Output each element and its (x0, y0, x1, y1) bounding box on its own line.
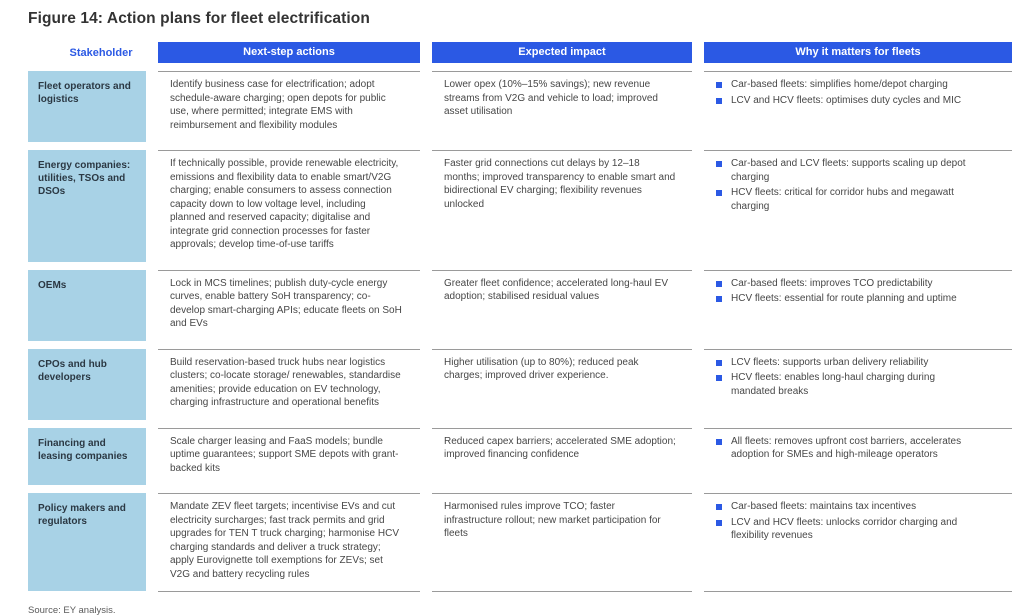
why-it-matters-cell (704, 71, 1012, 142)
why-bullet-text: HCV fleets: essential for route planning and uptime (731, 293, 957, 304)
stakeholder-cell (28, 349, 146, 420)
impact-text: Reduced capex barriers; accelerated SME adoption; improved financing confidence (444, 435, 676, 460)
next-step-actions-cell (158, 71, 420, 142)
table-row (28, 493, 1010, 591)
table-body (28, 71, 1010, 591)
expected-impact-cell (432, 428, 692, 486)
next-step-actions-cell (158, 493, 420, 591)
table-row (28, 349, 1010, 420)
stakeholder-cell (28, 428, 146, 486)
why-bullet-text: LCV fleets: supports urban delivery reliability (731, 356, 929, 368)
why-bullet-item (716, 371, 996, 398)
impact-text: Harmonised rules improve TCO; faster infrastructure rollout; new market participation for fleets (444, 501, 661, 539)
bullet-square-icon (716, 82, 722, 88)
why-bullet-text: LCV and HCV fleets: unlocks corridor charging and flexibility revenues (731, 516, 958, 541)
actions-text: Lock in MCS timelines; publish duty-cycle energy curves, enable battery SoH transparency; co-develop smart-charging APIs; educate fleets on SoH and EVs (170, 277, 402, 329)
action-plans-table (28, 42, 1010, 592)
why-bullet-text: Car-based fleets: improves TCO predictability (731, 277, 933, 289)
bullet-square-icon (716, 375, 722, 381)
stakeholder-label: OEMs (38, 279, 67, 291)
bullet-square-icon (716, 504, 722, 510)
table-bottom-rule (28, 591, 1010, 592)
next-step-actions-cell (158, 428, 420, 486)
bullet-square-icon (716, 281, 722, 287)
stakeholder-cell (28, 150, 146, 262)
why-it-matters-cell (704, 349, 1012, 420)
table-row (28, 428, 1010, 486)
actions-text: Scale charger leasing and FaaS models; bundle uptime guarantees; support SME depots with grant-backed kits (170, 435, 399, 474)
why-bullet-text: HCV fleets: enables long-haul charging during mandated breaks (731, 372, 936, 397)
why-bullet-list (716, 157, 996, 213)
bullet-square-icon (716, 360, 722, 366)
why-bullet-item (716, 94, 996, 108)
bottom-rule-segment (704, 591, 1012, 592)
bullet-square-icon (716, 161, 722, 167)
why-bullet-item (716, 277, 996, 291)
table-row (28, 150, 1010, 262)
why-it-matters-cell (704, 428, 1012, 486)
why-bullet-list (716, 78, 996, 107)
stakeholder-cell (28, 71, 146, 142)
why-bullet-item (716, 516, 996, 543)
why-bullet-list (716, 500, 996, 543)
why-bullet-text: Car-based fleets: maintains tax incentives (731, 501, 917, 512)
why-bullet-item (716, 157, 996, 184)
column-header-stakeholder: Stakeholder (69, 46, 133, 59)
impact-text: Faster grid connections cut delays by 12–18 months; improved transparency to enable smart and bidirectional EV charging; flexibility revenues unlocked (444, 158, 676, 210)
bullet-square-icon (716, 520, 722, 526)
expected-impact-cell (432, 349, 692, 420)
why-bullet-list (716, 435, 996, 462)
stakeholder-cell (28, 493, 146, 591)
why-bullet-list (716, 356, 996, 399)
bottom-rule-segment (158, 591, 420, 592)
stakeholder-cell (28, 270, 146, 341)
column-header-why-it-matters: Why it matters for fleets (704, 42, 1012, 63)
impact-text: Greater fleet confidence; accelerated long-haul EV adoption; stabilised residual values (444, 277, 669, 302)
why-bullet-text: HCV fleets: critical for corridor hubs and megawatt charging (731, 187, 954, 212)
table-header-row (28, 42, 1010, 63)
why-bullet-item (716, 356, 996, 370)
column-header-expected-impact: Expected impact (432, 42, 692, 63)
why-bullet-item (716, 78, 996, 92)
why-bullet-item (716, 292, 996, 306)
stakeholder-label: Financing and leasing companies (38, 437, 128, 462)
why-it-matters-cell (704, 270, 1012, 341)
expected-impact-cell (432, 150, 692, 262)
next-step-actions-cell (158, 270, 420, 341)
expected-impact-cell (432, 71, 692, 142)
why-bullet-text: LCV and HCV fleets: optimises duty cycles and MIC (731, 94, 962, 106)
stakeholder-label: Policy makers and regulators (38, 503, 126, 527)
stakeholder-label: CPOs and hub developers (38, 358, 107, 383)
actions-text: If technically possible, provide renewable electricity, emissions and flexibility data to enable smart/V2G charging; enable consumers to assess connection capacity down to low voltage level, including planned and reserved capacity; digitalise and integrate grid connection processes for faster approvals; develop time-of-use tariffs (170, 158, 399, 250)
expected-impact-cell (432, 493, 692, 591)
bottom-rule-segment (432, 591, 692, 592)
bullet-square-icon (716, 190, 722, 196)
why-bullet-item (716, 435, 996, 462)
table-row (28, 270, 1010, 341)
why-bullet-text: All fleets: removes upfront cost barriers, accelerates adoption for SMEs and high-mileage operators (731, 435, 962, 460)
actions-text: Build reservation-based truck hubs near logistics clusters; co-locate storage/ renewables, standardise amenities; provide education on EV technology, charging infrastructure and operational benefits (170, 356, 401, 408)
stakeholder-label: Energy companies: utilities, TSOs and DSOs (38, 160, 131, 197)
bullet-square-icon (716, 98, 722, 104)
impact-text: Lower opex (10%–15% savings); new revenue streams from V2G and vehicle to load; improved asset utilisation (444, 79, 658, 117)
bullet-square-icon (716, 296, 722, 302)
stakeholder-label: Fleet operators and logistics (38, 81, 131, 105)
next-step-actions-cell (158, 349, 420, 420)
next-step-actions-cell (158, 150, 420, 262)
table-row (28, 71, 1010, 142)
impact-text: Higher utilisation (up to 80%); reduced peak charges; improved driver experience. (444, 356, 639, 381)
why-it-matters-cell (704, 493, 1012, 591)
why-bullet-item (716, 186, 996, 213)
why-bullet-list (716, 277, 996, 306)
bullet-square-icon (716, 439, 722, 445)
why-bullet-text: Car-based fleets: simplifies home/depot charging (731, 79, 948, 90)
figure-title: Figure 14: Action plans for fleet electrification (28, 10, 370, 27)
source-note: Source: EY analysis. (28, 605, 116, 616)
actions-text: Mandate ZEV fleet targets; incentivise EVs and cut electricity surcharges; fast track permits and grid upgrades for TEN T truck charging; harmonise HCV charging standards and deliver a truck strategy; apply Eurovignette toll exemptions for ZEVs; set V2G and battery recycling rules (170, 501, 399, 580)
why-bullet-text: Car-based and LCV fleets: supports scaling up depot charging (731, 158, 966, 183)
expected-impact-cell (432, 270, 692, 341)
actions-text: Identify business case for electrification; adopt schedule-aware charging; open depots for public use, where permitted; integrate EMS with reimbursement and flexibility modules (170, 79, 386, 131)
why-it-matters-cell (704, 150, 1012, 262)
why-bullet-item (716, 500, 996, 514)
column-header-next-step-actions: Next-step actions (158, 42, 420, 63)
